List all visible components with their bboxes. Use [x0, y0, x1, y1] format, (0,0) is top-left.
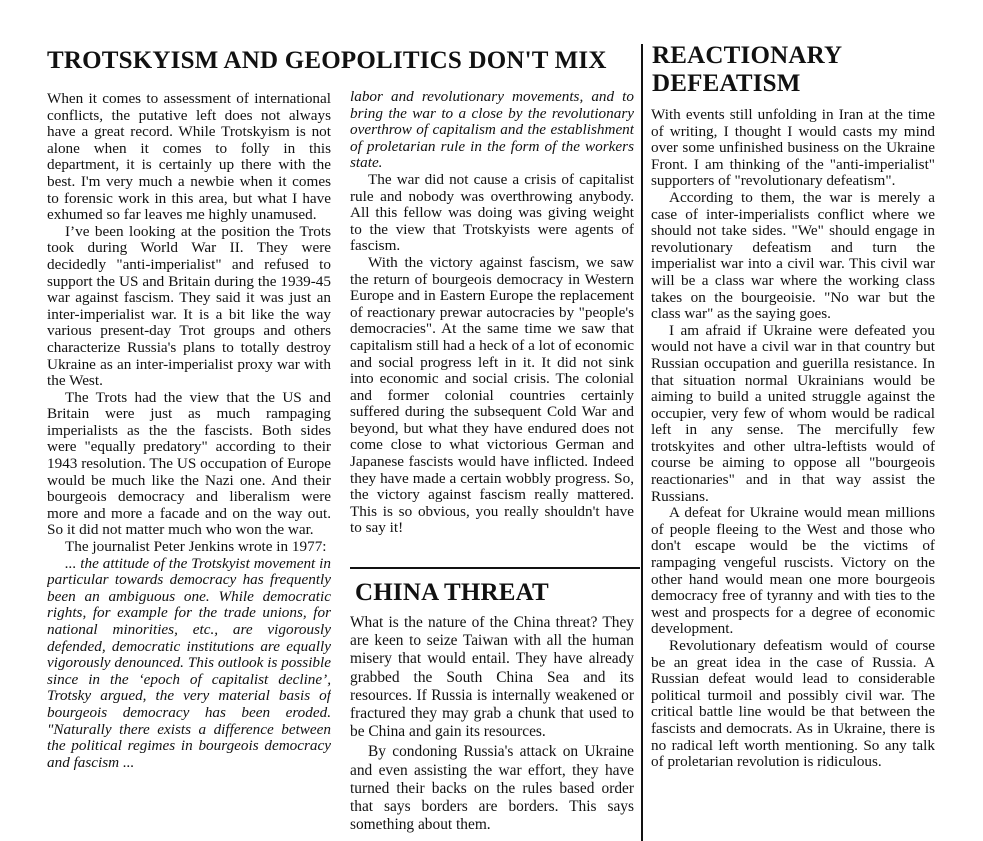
headline-trotskyism: TROTSKYISM AND GEOPOLITICS DON'T MIX [47, 47, 607, 74]
column-divider-vertical [641, 44, 643, 841]
article-column-1 [47, 91, 331, 841]
paragraph: With the victory against fascism, we saw the return of bourgeois democracy in Western Europe and in Eastern Europe the replacement of reactionary prewar autocracies by "people's democracies". At the same time we saw that capitalism still had a heck of a lot of economic and social progress left in it. It did not sink into economic and social crisis. The colonial and former colonial countries certainly suffered during the subsequent Cold War and beyond, but what they have endured does not come close to what victorious German and Japanese fascists would have inflicted. Indeed they have made a certain wobbly progress. So, the victory against fascism really mattered. This is so obvious, you really shouldn't have to say it! [350, 253, 634, 537]
paragraph: The journalist Peter Jenkins wrote in 1977: [65, 538, 327, 556]
paragraph: According to them, the war is merely a case of inter-imperialists conflict where we should not take sides. "We" should engage in revolutionary defeatism and turn the imperialist war into a civil war. This civil war will be a class war where the working class takes on the bourgeoisie. "No war but the class war" as the saying goes. [651, 188, 935, 323]
paragraph: When it comes to assessment of international conflicts, the putative left does not always have a great record. While Trotskyism is not alone when it comes to folly in this department, it is certainly up there with the best. I'm very much a newbie when it comes to forensic work in this area, but what I have exhumed so far leaves me highly unamused. [47, 91, 331, 224]
article-column-china [350, 614, 634, 841]
paragraph: With events still unfolding in Iran at the time of writing, I thought I would casts my mind over some unfinished business on the Ukraine Front. I am thinking of the "anti-imperialist" supporters of "revolutionary defeatism". [651, 107, 935, 190]
paragraph: The Trots had the view that the US and Britain were just as much rampaging imperialists as the the fascists. Both sides were "equally predatory" according to their 1943 resolution. The US occupation of Europe would be much like the Nazi one. And their bourgeois democracy and liberalism were more and more a facade and on the way out. So it did not matter much who won the war. [47, 388, 331, 539]
paragraph: What is the nature of the China threat? They are keen to seize Taiwan with all the human misery that would entail. They have already grabbed the South China Sea and its resources. If Russia is internally weakened or fractured they may grab a chunk that used to be China and gain its resources. [350, 614, 634, 741]
paragraph: Revolutionary defeatism would of course be an great idea in the case of Russia. A Russian defeat would lead to considerable political turmoil and possibly civil war. The critical battle line would be that between the fascists and democrats. As in Ukraine, there is no radical left worth mentioning. So any talk of proletarian revolution is ridiculous. [651, 637, 935, 771]
paragraph: I’ve been looking at the position the Trots took during World War II. They were decidedly "anti-imperialist" and refused to support the US and Britain during the 1939-45 war against fascism. They said it was just an inter-imperialist war. It is a bit like the way various present-day Trot groups and others characterize Russia's plans to totally destroy Ukraine as an inter-imperialist proxy war with the West. [47, 222, 331, 390]
block-quote: labor and revolutionary movements, and to bring the war to a close by the revolutionary overthrow of capitalism and the establishment of proletarian rule in the form of the workers state. [350, 89, 634, 172]
article-column-2 [350, 89, 634, 559]
headline-china-threat: CHINA THREAT [355, 579, 549, 606]
article-column-reactionary [651, 107, 935, 841]
headline-reactionary-defeatism: REACTIONARY DEFEATISM [652, 42, 842, 97]
paragraph: I am afraid if Ukraine were defeated you would not have a civil war in that country but Russian occupation and guerilla resistance. In that situation normal Ukrainians would be aiming to build a united struggle against the occupier, very few of whom would be radical left in any sense. The mercifully few trotskyites and other ultra-leftists would of course be aiming to oppose all "bourgeois reactionaries" and in that way assist the Russians. [651, 321, 935, 505]
paragraph: By condoning Russia's attack on Ukraine and even assisting the war effort, they have turned their backs on the rules based order that says borders are borders. This says something about them. [350, 743, 634, 834]
section-divider-horizontal [350, 567, 640, 569]
block-quote: ... the attitude of the Trotskyist movement in particular towards democracy has frequently been an ambiguous one. While democratic rights, for example for the trade unions, for national minorities, etc., are vigorously defended, democratic institutions are equally vigorously denounced. This outlook is possible since in the ‘epoch of capitalist decline’, Trotsky argued, the very material basis of bourgeois democracy has been eroded. "Naturally there exists a difference between the political regimes in bourgeois democracy and fascism ... [47, 554, 331, 771]
paragraph: The war did not cause a crisis of capitalist rule and nobody was overthrowing anybody. All this fellow was doing was giving weight to the view that Trotskyists were agents of fascism. [350, 170, 634, 255]
paragraph: A defeat for Ukraine would mean millions of people fleeing to the West and those who don't escape would be the victims of rampaging vengeful ruscists. Victory on the other hand would mean one more bourgeois democracy free of tyranny and with ties to the west and prospects for a degree of economic development. [651, 504, 935, 638]
